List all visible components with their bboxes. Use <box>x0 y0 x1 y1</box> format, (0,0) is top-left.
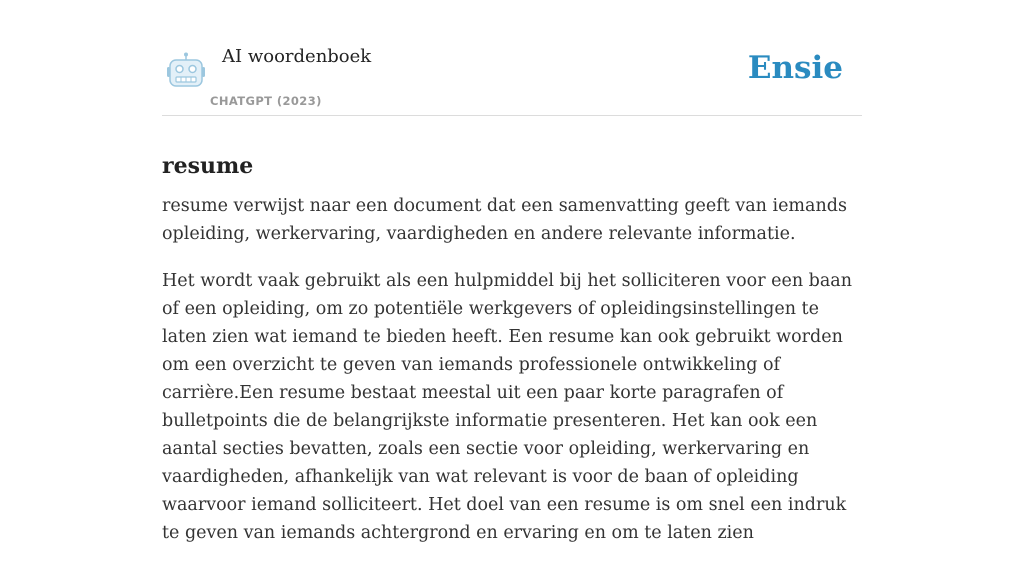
entry-definition <box>162 192 862 566</box>
entry-term: resume <box>162 152 254 179</box>
source-title[interactable]: AI woordenboek <box>222 46 372 67</box>
source-meta: CHATGPT (2023) <box>210 94 322 108</box>
header <box>162 0 862 116</box>
brand-logo[interactable]: Ensie <box>747 50 843 86</box>
definition-paragraph: Het wordt vaak gebruikt als een hulpmiddel bij het solliciteren voor een baan of een opleiding, om zo potentiële werkgevers of opleidingsinstellingen te laten zien wat iemand te bieden heeft. Een resume kan ook gebruikt worden om een overzicht te geven van iemands professionele ontwikkeling of carrière.Een resume bestaat meestal uit een paar korte paragrafen of bulletpoints die de belangrijkste informatie presenteren. Het kan ook een aantal secties bevatten, zoals een sectie voor opleiding, werkervaring en vaardigheden, afhankelijk van wat relevant is voor de baan of opleiding waarvoor iemand solliciteert. Het doel van een resume is om snel een indruk te geven van iemands achtergrond en ervaring en om te laten zien <box>162 271 853 543</box>
robot-icon <box>166 52 206 90</box>
definition-paragraph: resume verwijst naar een document dat een samenvatting geeft van iemands opleiding, werkervaring, vaardigheden en andere relevante informatie. <box>162 196 847 244</box>
page <box>162 0 862 543</box>
